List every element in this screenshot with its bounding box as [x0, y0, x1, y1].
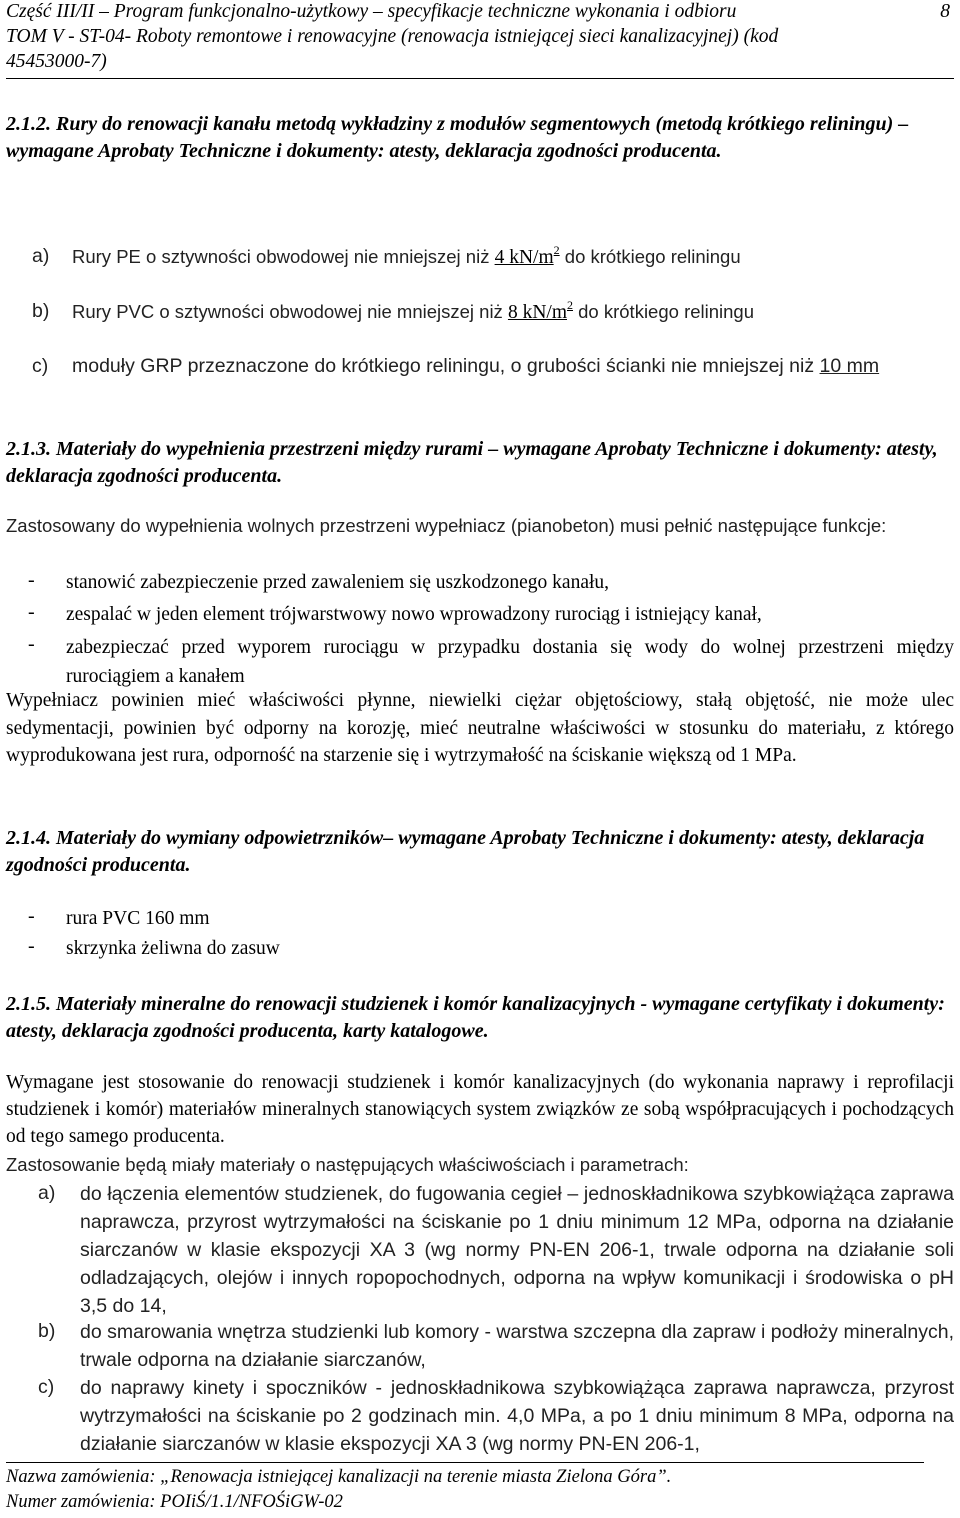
- section-215-p2: Zastosowanie będą miały materiały o następujących właściwościach i parametrach:: [6, 1154, 689, 1175]
- section-215-heading: 2.1.5. Materiały mineralne do renowacji studzienek i komór kanalizacyjnych - wymagane certyfikaty i dokumenty: atesty, deklaracja zgodności producenta, karty katalogowe.: [6, 993, 945, 1042]
- section-212-heading: 2.1.2. Rury do renowacji kanału metodą wykładziny z modułów segmentowych (metodą krótkiego reliningu) – wymagane Aprobaty Techniczne i dokumenty: atesty, deklaracja zgodności producenta.: [6, 113, 909, 162]
- bullet-2: zespalać w jeden element trójwarstwowy nowo wprowadzony rurociąg i istniejący kanał,: [66, 604, 762, 625]
- item-a-text: Rury PE o sztywności obwodowej nie mniejszej niż 4 $kN/m^2$ do krótkiego reliningu: [72, 243, 741, 268]
- bullet-skrzynka: skrzynka żeliwna do zasuw: [66, 938, 280, 959]
- section-215-p1: Wymagane jest stosowanie do renowacji studzienek i komór kanalizacyjnych (do wykonania naprawy i reprofilacji studzienek i komór) materiałów mineralnych stanowiących system związków ze sobą współpracujących i pochodzących od tego samego producenta.: [6, 1072, 954, 1147]
- bullet-rura: rura PVC 160 mm: [66, 908, 210, 929]
- list-item-marker: a): [38, 1182, 56, 1204]
- item-c-text: moduły GRP przeznaczone do krótkiego reliningu, o grubości ścianki nie mniejszej niż 10 mm: [72, 355, 880, 377]
- list-item-marker: c): [38, 1376, 55, 1398]
- item-b-text: Rury PVC o sztywności obwodowej nie mniejszej niż 8 $kN/m^2$ do krótkiego reliningu: [72, 298, 754, 323]
- section-213-intro: Zastosowany do wypełnienia wolnych przestrzeni wypełniacz (pianobeton) musi pełnić następujące funkcje:: [6, 515, 887, 536]
- header-line-1: Część III/II – Program funkcjonalno-użytkowy – specyfikacje techniczne wykonania i odbioru: [6, 1, 737, 22]
- header-rule: [6, 78, 954, 79]
- footer-line-1: Nazwa zamówienia: „Renowacja istniejącej kanalizacji na terenie miasta Zielona Góra”.: [6, 1467, 672, 1487]
- footer-line-2: Numer zamówienia: POIiŚ/1.1/NFOŚiGW-02: [6, 1492, 343, 1512]
- item-c-marker: c): [32, 355, 49, 377]
- bullet-dash: -: [28, 569, 35, 591]
- bullet-3: zabezpieczać przed wyporem rurociągu w przypadku dostania się wody do wolnej przestrzeni między rurociągiem a kanałem: [66, 637, 954, 687]
- list-item-marker: b): [38, 1320, 56, 1342]
- bullet-dash: -: [28, 905, 35, 927]
- list-item-c: do naprawy kinety i spoczników - jednoskładnikowa szybkowiążąca zaprawa naprawcza, przyrost wytrzymałości na ściskanie po 2 godzinach min. 4,0 MPa, a po 1 dniu minimum 8 MPa, odporna na działanie siarczanów w klasie ekspozycji XA 3 (wg normy PN-EN 206-1,: [80, 1377, 954, 1455]
- header-line-3: 45453000-7): [6, 51, 107, 72]
- bullet-dash: -: [28, 935, 35, 957]
- item-a-marker: a): [32, 245, 50, 267]
- bullet-dash: -: [28, 633, 35, 655]
- page-number: 8: [940, 1, 950, 22]
- item-b-marker: b): [32, 300, 50, 322]
- bullet-dash: -: [28, 601, 35, 623]
- list-item-a: do łączenia elementów studzienek, do fugowania cegieł – jednoskładnikowa szybkowiążąca zaprawa naprawcza, przyrost wytrzymałości na ściskanie po 1 dniu minimum 12 MPa, odporna na działanie siarczanów w klasie ekspozycji XA 3 (wg normy PN-EN 206-1, trwale odporna na działanie soli odladzających, olejów i innych ropopochodnych, odporna na wpływ komunikacji i środowiska o pH 3,5 do 14,: [80, 1183, 954, 1317]
- section-214-heading: 2.1.4. Materiały do wymiany odpowietrzników– wymagane Aprobaty Techniczne i dokumenty: atesty, deklaracja zgodności producenta.: [6, 827, 925, 876]
- bullet-1: stanowić zabezpieczenie przed zawaleniem się uszkodzonego kanału,: [66, 572, 610, 593]
- list-item-b: do smarowania wnętrza studzienki lub komory - warstwa szczepna dla zapraw i podłoży mineralnych, trwale odporna na działanie siarczanów,: [80, 1321, 954, 1371]
- header-line-2: TOM V - ST-04- Roboty remontowe i renowacyjne (renowacja istniejącej sieci kanalizacyjnej) (kod: [6, 26, 779, 47]
- section-213-heading: 2.1.3. Materiały do wypełnienia przestrzeni między rurami – wymagane Aprobaty Techniczne i dokumenty: atesty, deklaracja zgodności producenta.: [6, 438, 938, 487]
- section-213-paragraph: Wypełniacz powinien mieć właściwości płynne, niewielki ciężar objętościowy, stałą objętość, nie może ulec sedymentacji, powinien być odporny na korozję, mieć neutralne właściwości w stosunku do materiału, z którego wyprodukowana jest rura, odporność na starzenie się i wytrzymałość na ściskanie większą od 1 MPa.: [6, 690, 954, 766]
- footer-rule: [6, 1462, 924, 1463]
